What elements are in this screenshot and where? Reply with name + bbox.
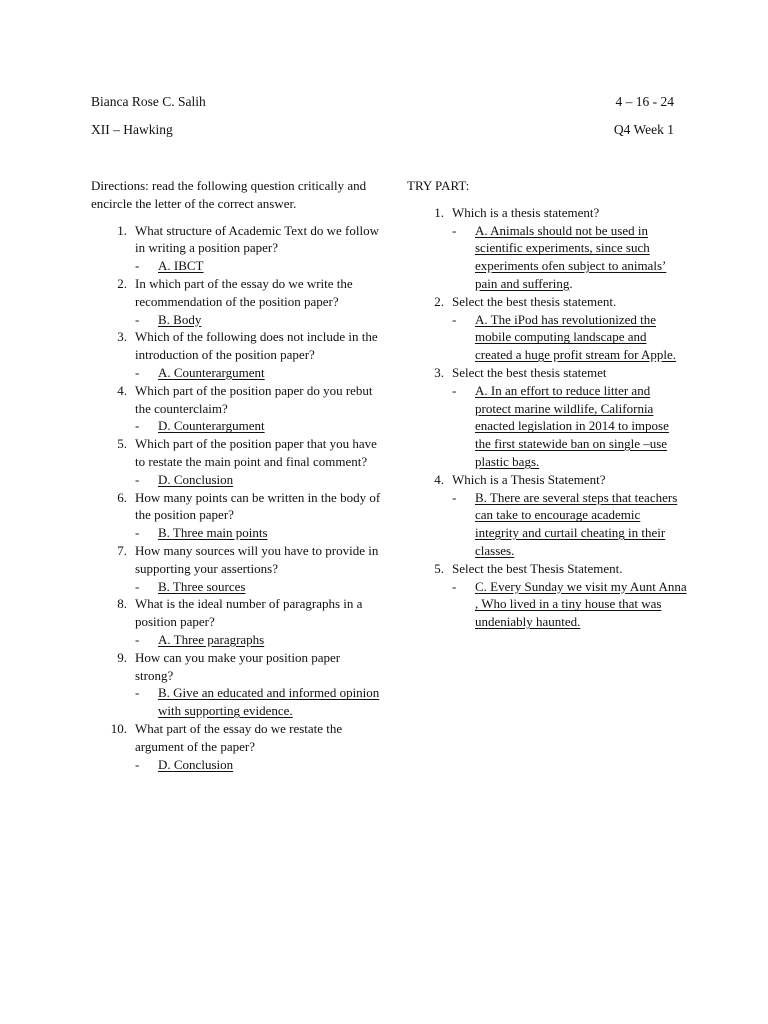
answer-text: B. Give an educated and informed opinion with supporting evidence. bbox=[158, 685, 380, 719]
answer-text: A. In an effort to reduce litter and protect marine wildlife, California enacted legislation in 2014 to impose the first statewide ban on single –use plastic bags. bbox=[475, 382, 669, 469]
answer: - C. Every Sunday we visit my Aunt Anna , Who lived in a tiny house that was undeniably haunted. bbox=[452, 578, 687, 630]
answer-text: B. Body bbox=[158, 311, 202, 327]
question-item bbox=[434, 560, 687, 631]
answer-text: D. Counterargument bbox=[158, 418, 265, 434]
question-number: 4. bbox=[434, 471, 444, 487]
answer-text: A. Animals should not be used in scientific experiments, since such experiments ofen subject to animals’ pain and suffering bbox=[475, 222, 667, 291]
question-item bbox=[117, 328, 381, 381]
student-name: Bianca Rose C. Salih bbox=[91, 94, 206, 109]
question-item bbox=[434, 364, 687, 471]
question-item bbox=[434, 293, 687, 364]
answer: - B. Three sources bbox=[135, 578, 246, 594]
question-number: 7. bbox=[117, 542, 127, 558]
question-text: Which part of the position paper that you have to restate the main point and final comment? bbox=[135, 436, 377, 469]
question-item bbox=[117, 435, 381, 488]
question-number: 1. bbox=[434, 204, 444, 220]
answer-text: A. IBCT bbox=[158, 258, 204, 274]
question-text: Which of the following does not include in the introduction of the position paper? bbox=[135, 329, 378, 363]
answer-text: B. Three main points bbox=[158, 525, 268, 541]
answer-text: A. The iPod has revolutionized the mobile computing landscape and created a huge profit stream for Apple. bbox=[475, 311, 677, 363]
answer-text: B. There are several steps that teachers can take to encourage academic integrity and curtail cheating in their classes. bbox=[475, 489, 678, 558]
question-item bbox=[434, 471, 687, 560]
question-item bbox=[117, 222, 381, 275]
question-item bbox=[110, 720, 381, 773]
answer: - B. Three main points bbox=[135, 525, 268, 541]
answer-suffix: . bbox=[569, 275, 573, 291]
question-list bbox=[91, 222, 381, 774]
question-text: What is the ideal number of paragraphs in a position paper? bbox=[135, 596, 363, 630]
question-number: 5. bbox=[434, 560, 444, 576]
question-text: Select the best Thesis Statement. bbox=[452, 560, 623, 576]
question-text: Select the best thesis statement. bbox=[452, 293, 617, 309]
answer: - D. Conclusion bbox=[135, 756, 234, 772]
answer: - D. Counterargument bbox=[135, 418, 265, 434]
answer: - A. IBCT bbox=[135, 258, 204, 274]
question-number: 1. bbox=[117, 222, 127, 238]
question-number: 2. bbox=[434, 293, 444, 309]
question-number: 2. bbox=[117, 275, 127, 291]
question-text: What part of the essay do we restate the argument of the paper? bbox=[135, 720, 343, 754]
answer-text: D. Conclusion bbox=[158, 471, 234, 487]
question-text: Which is a Thesis Statement? bbox=[452, 471, 606, 487]
question-text: How many sources will you have to provide in supporting your assertions? bbox=[135, 542, 379, 576]
date: 4 – 16 - 24 bbox=[615, 94, 674, 109]
question-number: 3. bbox=[434, 364, 444, 380]
answer: - A. Three paragraphs bbox=[135, 631, 265, 647]
question-number: 6. bbox=[117, 489, 127, 505]
try-part-title: TRY PART: bbox=[407, 178, 470, 193]
question-item bbox=[434, 204, 687, 293]
answer: - A. Animals should not be used in scientific experiments, since such experiments ofen subject to animals’ pain and suffering. bbox=[452, 222, 667, 291]
question-item bbox=[117, 649, 381, 720]
answer: - B. There are several steps that teachers can take to encourage academic integrity and curtail cheating in their classes. bbox=[452, 489, 678, 558]
answer-text: B. Three sources bbox=[158, 578, 246, 594]
question-item bbox=[117, 542, 381, 595]
question-text: What structure of Academic Text do we follow in writing a position paper? bbox=[135, 222, 379, 256]
left-column bbox=[91, 177, 381, 773]
question-text: How many points can be written in the body of the position paper? bbox=[135, 489, 381, 523]
question-item bbox=[117, 275, 381, 328]
answer-text: A. Three paragraphs bbox=[158, 631, 265, 647]
answer-text: D. Conclusion bbox=[158, 756, 234, 772]
question-text: In which part of the essay do we write the recommendation of the position paper? bbox=[135, 275, 353, 309]
answer: - A. Counterargument bbox=[135, 364, 265, 380]
answer: - A. In an effort to reduce litter and protect marine wildlife, California enacted legislation in 2014 to impose the first statewide ban on single –use plastic bags. bbox=[452, 382, 669, 469]
answer-text: A. Counterargument bbox=[158, 364, 265, 380]
right-column bbox=[407, 177, 687, 631]
question-number: 10. bbox=[110, 720, 127, 736]
question-text: Which part of the position paper do you rebut the counterclaim? bbox=[135, 382, 373, 416]
answer-text: C. Every Sunday we visit my Aunt Anna , Who lived in a tiny house that was undeniably haunted. bbox=[475, 578, 687, 630]
question-number: 9. bbox=[117, 649, 127, 665]
directions: Directions: read the following question critically and encircle the letter of the correct answer. bbox=[91, 178, 367, 211]
question-number: 4. bbox=[117, 382, 127, 398]
question-text: How can you make your position paper strong? bbox=[135, 649, 341, 683]
try-question-list bbox=[407, 204, 687, 631]
question-text: Select the best thesis statemet bbox=[452, 364, 607, 380]
question-number: 3. bbox=[117, 329, 127, 345]
question-item bbox=[117, 595, 381, 648]
question-number: 5. bbox=[117, 436, 127, 452]
answer: - A. The iPod has revolutionized the mobile computing landscape and created a huge profit stream for Apple. bbox=[452, 311, 677, 363]
quarter-week: Q4 Week 1 bbox=[613, 122, 674, 137]
question-item bbox=[117, 382, 381, 435]
question-number: 8. bbox=[117, 596, 127, 612]
question-text: Which is a thesis statement? bbox=[452, 204, 600, 220]
answer: - B. Give an educated and informed opinion with supporting evidence. bbox=[135, 685, 380, 719]
answer: - B. Body bbox=[135, 311, 202, 327]
answer: - D. Conclusion bbox=[135, 471, 234, 487]
section: XII – Hawking bbox=[91, 122, 173, 137]
question-item bbox=[117, 489, 381, 542]
